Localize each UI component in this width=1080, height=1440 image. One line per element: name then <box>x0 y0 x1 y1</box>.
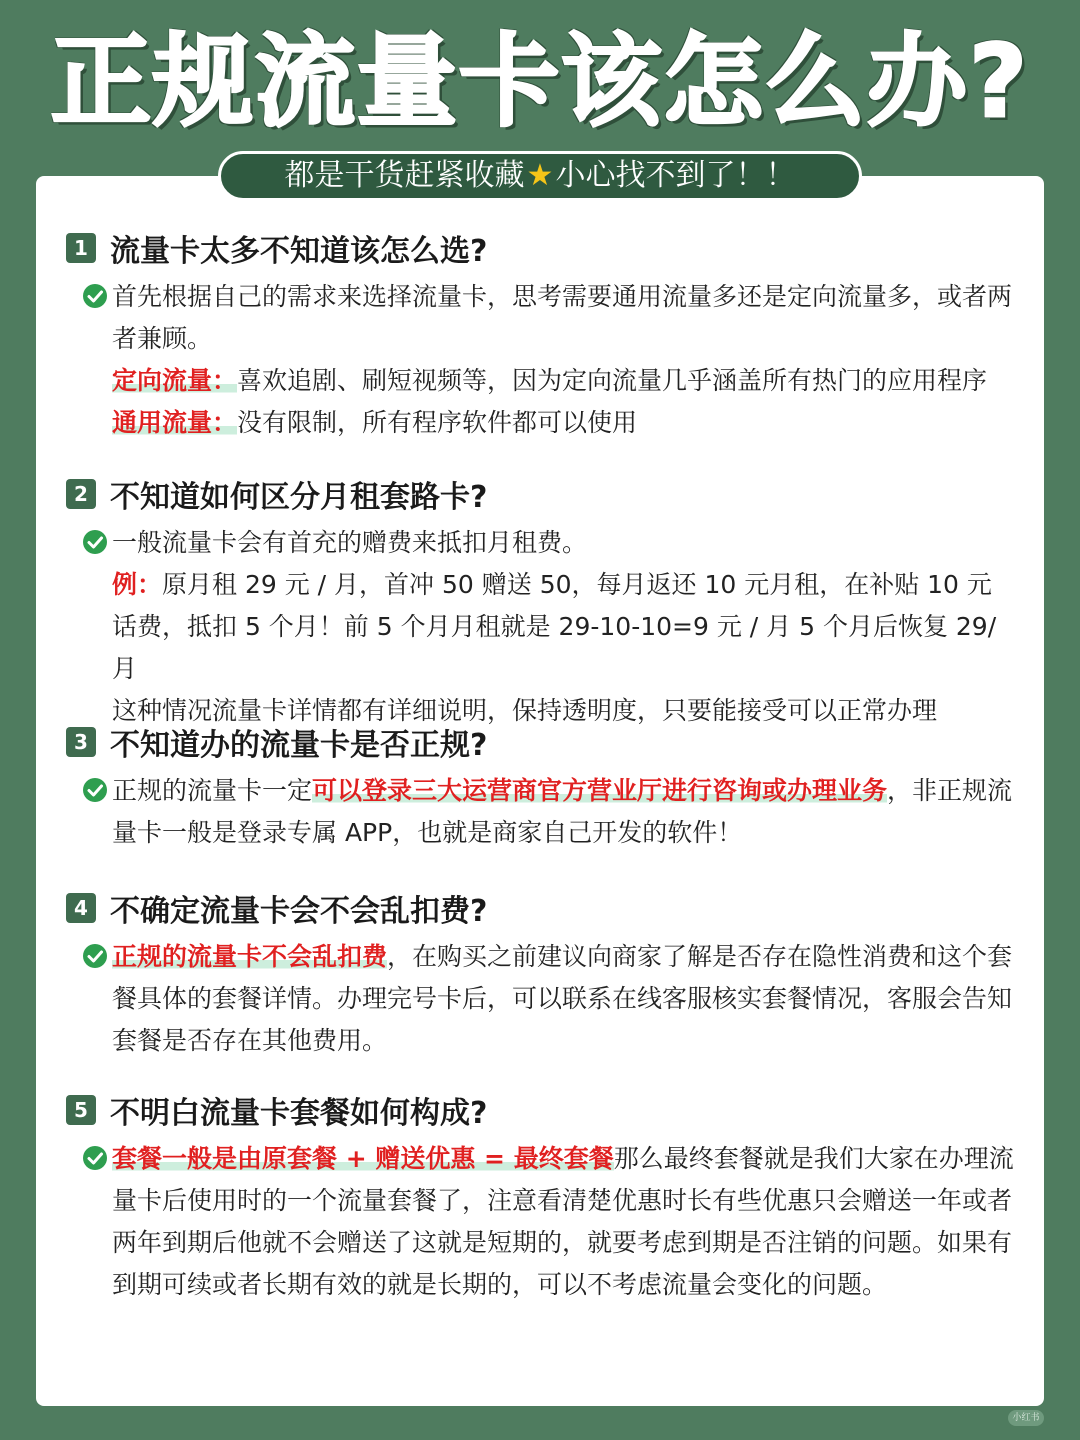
answer-post-text: ，非正规流量卡一般是登录专属 APP，也就是商家自己开发的软件！ <box>112 776 1013 847</box>
answer-body <box>66 522 1016 732</box>
subtitle-left-text: 都是干货赶紧收藏 <box>284 158 525 193</box>
example-label: 例： <box>112 570 163 599</box>
section-1 <box>66 226 1016 444</box>
number-badge: 2 <box>66 479 96 509</box>
number-badge: 3 <box>66 727 96 757</box>
directed-traffic-line <box>112 360 1016 402</box>
example-text: 原月租 29 元 / 月，首冲 50 赠送 50，每月返还 10 元月租，在补贴 10 元话费，抵扣 5 个月！前 5 个月月租就是 29-10-10=9 元 / 月 5 个月后恢复 29/ 月 <box>112 570 997 683</box>
answer-text: 首先根据自己的需求来选择流量卡，思考需要通用流量多还是定向流量多，或者两者兼顾。 <box>112 282 1013 353</box>
question-heading: 流量卡太多不知道该怎么选? <box>110 234 488 269</box>
question-row <box>66 886 1016 930</box>
number-badge: 5 <box>66 1095 96 1125</box>
number-badge: 1 <box>66 233 96 263</box>
question-row <box>66 1088 1016 1132</box>
answer-text <box>112 1138 1016 1306</box>
section-5 <box>66 1088 1016 1306</box>
question-row <box>66 226 1016 270</box>
subtitle-banner <box>218 151 862 201</box>
check-circle-icon <box>82 283 108 309</box>
check-circle-icon <box>82 943 108 969</box>
check-circle-icon <box>82 777 108 803</box>
highlight-text: 套餐一般是由原套餐 + 赠送优惠 = 最终套餐 <box>112 1144 614 1173</box>
general-traffic-line <box>112 402 1016 444</box>
answer-body <box>66 1138 1016 1306</box>
watermark-logo: 小红书 <box>1008 1410 1044 1426</box>
answer-body <box>66 936 1016 1062</box>
star-icon: ★ <box>526 158 554 193</box>
answer-pre-text: 正规的流量卡一定 <box>112 776 313 805</box>
check-circle-icon <box>82 529 108 555</box>
answer-text: 一般流量卡会有首充的赠费来抵扣月租费。 <box>112 528 588 557</box>
highlight-text: 可以登录三大运营商官方营业厅进行咨询或办理业务 <box>312 776 888 805</box>
question-heading: 不确定流量卡会不会乱扣费? <box>110 894 488 929</box>
question-row <box>66 720 1016 764</box>
section-3 <box>66 720 1016 854</box>
example-paragraph <box>112 564 1016 690</box>
answer-text <box>112 936 1016 1062</box>
highlight-text: 正规的流量卡不会乱扣费 <box>112 942 388 971</box>
answer-post-text: 那么最终套餐就是我们大家在办理流量卡后使用时的一个流量套餐了，注意看清楚优惠时长有些优惠只会赠送一年或者两年到期后他就不会赠送了这就是短期的，就要考虑到期是否注销的问题。如果有到期可续或者长期有效的就是长期的，可以不考虑流量会变化的问题。 <box>112 1144 1014 1299</box>
number-badge: 4 <box>66 893 96 923</box>
section-4 <box>66 886 1016 1062</box>
answer-body <box>66 276 1016 444</box>
note-text: 这种情况流量卡详情都有详细说明，保持透明度，只要能接受可以正常办理 <box>112 696 938 725</box>
subtitle-right-text: 小心找不到了！！ <box>555 158 796 193</box>
question-heading: 不知道如何区分月租套路卡? <box>110 480 488 515</box>
question-heading: 不明白流量卡套餐如何构成? <box>110 1096 488 1131</box>
section-2 <box>66 472 1016 732</box>
page-title: 正规流量卡该怎么办? <box>50 23 1029 140</box>
directed-traffic-label: 定向流量： <box>112 366 238 395</box>
question-row <box>66 472 1016 516</box>
general-traffic-label: 通用流量： <box>112 408 238 437</box>
answer-post-text: ，在购买之前建议向商家了解是否存在隐性消费和这个套餐具体的套餐详情。办理完号卡后，可以联系在线客服核实套餐情况，客服会告知套餐是否存在其他费用。 <box>112 942 1013 1055</box>
general-traffic-text: 没有限制，所有程序软件都可以使用 <box>237 408 638 437</box>
answer-body <box>66 770 1016 854</box>
question-heading: 不知道办的流量卡是否正规? <box>110 728 488 763</box>
directed-traffic-text: 喜欢追剧、刷短视频等，因为定向流量几乎涵盖所有热门的应用程序 <box>237 366 988 395</box>
check-circle-icon <box>82 1145 108 1171</box>
answer-text <box>112 770 1016 854</box>
